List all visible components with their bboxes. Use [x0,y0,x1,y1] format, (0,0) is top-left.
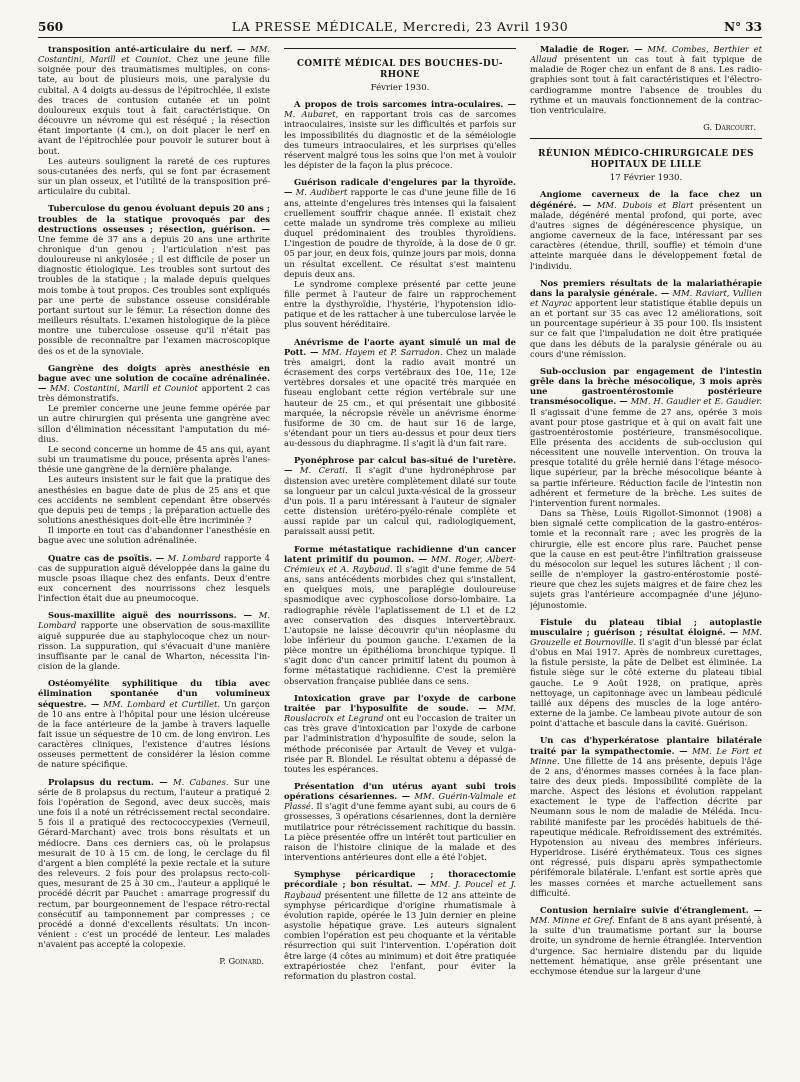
article [284,693,516,774]
article-paragraph: Les auteurs soulignent la rareté de ces ruptures sous-cutanées des nerfs, qui se font par écrasement sur un plan osseux, et l'utilité de la transposition pré-articulaire du cubital. [38,155,270,197]
article-heading: transposition anté-articulaire du nerf. — [48,44,246,54]
article-paragraph [530,189,762,270]
article-heading: Maladie de Roger. — [540,44,643,54]
article-heading: Guérison radicale d'engelures par la thyroïde. — [284,177,516,198]
article-heading: Ostéomyélite syphilitique du tibia avec élimination spontanée d'un volumineux séquestre. — [38,678,270,709]
article-authors: MM. Hayem et P. Sarradon. [321,346,443,357]
article-authors: MM. Combes, Berthier et Allaud [530,44,762,65]
article-heading: Sub-occlusion par engagement de l'intestin grêle dans la brèche mésocolique, 3 mois après une gastroentérostomie postérieure transmésocolique. — [530,365,762,407]
article-text: Il s'agit d'une hydronéphrose par distension avec uretère complètement dilaté sur toute sa longueur par un calcul juxta-vésical de la grosseur d'un pois. Il a paru intéressant à l'auteur de signaler cette distension urétéro-pyélo-rénale complète et aussi rapide par un calcul qui, radiologiquement, paraissait aussi petit. [284,465,516,537]
article [38,363,270,546]
article [284,455,516,536]
article-text: Chez un malade très amaigri, dont la radio avait montré un écrasement des corps vertébraux des 10e, 11e, 12e vertèbres dorsales et une opacité très marquée en fuseau englobant cette région vertébrale sur une hauteur de 25 cm., et qui présentait une gibbosité marquée, la nécropsie révèle un anévrisme énorme fusiforme de 30 cm. de haut sur 16 de large, s'étendant pour un tiers au-dessus et pour deux tiers au-dessous du diaphragme. Il s'agit là d'un fait rare. [284,346,516,449]
article-authors: MM. Costantini, Marill et Couniot [50,383,198,393]
article-authors: MM. Raviart, Vullien et Nayrac [530,287,762,308]
article-text: Chez une jeune fille soignée pour des traumatismes multiples, on constate, au bout de plusieurs mois, une paralysie du cubital. A 4 doigts au-dessus de l'épitrochlée, il existe des traces de contusion cutanée et un point douloureux exquis tout à fait caractéristique. On découvre un névrome qui est réséqué ; la résection étant importante (4 cm.), on doit placer le nerf en avant de l'épitrochlée pour pouvoir le suturer bout à bout. [38,54,270,156]
article-text: Une femme de 37 ans a depuis 20 ans une arthrite chronique d'un genou ; l'articulation n'est pas douloureuse ni ankylosée ; il est difficile de poser un diagnostic étiologique. Les troubles sont surtout des troubles de la statique ; la malade depuis quelques mois tombe à tout propos. Ces troubles sont expliqués par une perte de substance osseuse considérable portant surtout sur le fémur. La résection donne des meilleurs résultats. L'examen histologique de la pièce montre une tuberculose osseuse qu'il n'était pas possible de reconnaître par l'examen macroscopique des os et de la synoviale. [38,233,270,356]
article-text: Il s'agissait d'une femme de 27 ans, opérée 3 mois avant pour ptose gastrique et à qui on avait fait une gastroentérostomie postérieure, transmésocolique. Elle présenta des accidents de sub-occlusion qui nécessitent une nouvelle intervention. On trouva la presque totalité du grêle hernié dans l'étage mésocolique supérieur, par la brèche mésocolique béante à sa partie inférieure. Réduction facile de l'intestin non adhérent et fermeture de la brèche. Les suites de l'intervention furent normales. [530,406,762,508]
issue-number: N° 33 [724,20,762,34]
article-authors: MM. Grouzelle et Bournoville. [530,626,762,647]
article-heading: Nos premiers résultats de la malariathérapie dans la paralysie générale. — [530,277,762,298]
article-paragraph [38,203,270,355]
article-text: apportent 2 cas très démonstratifs. [38,383,270,404]
article-heading: Quatre cas de psoïtis. — [48,552,165,563]
article-paragraph: Dans sa Thèse, Louis Rigollot-Simonnot (1908) a bien signalé cette complication de la gastro-entérostomie et la reconnaît rare ; avec les progrès de la chirurgie, elle est encore plus rare. Pauchet pense que la cause en est peut-être l'infiltration graisseuse du mésocolon sur lequel les sutures lâchent ; il conseille de n'employer la gastro-entérostomie postérieure que chez les sujets maigres et de faire chez les sujets gras l'antérieure accompagnée d'une jéjuno-jéjunostomie. [530,508,762,610]
article-authors: MM. Roger, Albert-Crémieux et A. Raybaud. [284,553,516,574]
article [284,177,516,329]
section-title: RÉUNION MÉDICO-CHIRURGICALE DES HOPITAUX DE LILLE [538,149,754,171]
article-authors: MM. Rouslacroix et Legrand [284,702,516,724]
article-text: présentent une fillette de 12 ans atteinte de symphyse péricardique d'origine rhumatismale à évolution rapide, opérée le 13 Juin dernier en pleine asystolie hépatique grave. Les auteurs signalent combien l'opération est peu choquante et la véritable résurrection qui suit l'intervention. L'opération doit être large (4 côtes au minimum) et doit être pratiquée extrapériostée chez l'enfant, pour éviter la reformation du plastron costal. [284,889,516,981]
article-authors: M. Lombard [167,552,221,563]
article-paragraph [530,617,762,729]
article-authors: MM. H. Gaudier et E. Gaudier. [630,396,762,407]
article-heading: Un cas d'hyperkératose plantaire bilatérale traité par la sympathectomie. — [530,735,762,756]
article-paragraph [284,693,516,774]
article [38,44,270,196]
article-authors: MM. Guérin-Valmale et Plassé. [284,791,516,812]
page-columns [38,44,762,1076]
signature: P. Goinard. [219,956,264,967]
article-heading: Gangrène des doigts après anesthésie en bague avec une solution de cocaïne adrénalinée. — [38,362,270,393]
article-heading: Présentation d'un utérus ayant subi trois opérations césariennes. — [284,781,516,802]
article-paragraph [38,777,270,950]
article-heading: A propos de trois sarcomes intra-oculaires. — [294,99,516,110]
article-paragraph [284,781,516,862]
article-heading: Anévrisme de l'aorte ayant simulé un mal de Pott. — [284,336,516,357]
article [530,189,762,270]
section-title: COMITÉ MÉDICAL DES BOUCHES-DU-RHONE [297,59,503,80]
article [530,44,762,115]
article [284,781,516,862]
article [38,777,270,950]
article-heading: Angiome caverneux de la face chez un dégénéré. — [530,189,762,210]
article-paragraph: Le syndrome complexe présenté par cette jeune fille permet à l'auteur de faire un rapprochement entre la dysthyroïdie, l'hystérie, l'hypotension idiopatique et de les rattacher à une tuberculose larvée le plus souvent héréditaire. [284,278,516,330]
article-heading: Prolapsus du rectum. — [48,776,168,787]
article-authors: M. Cabanes. [173,776,229,787]
article-paragraph: Les auteurs insistent sur le fait que la pratique des anesthésies en bague date de plus de 25 ans et que ces accidents ne semblent cependant être observés que depuis peu de temps ; la préparation actuelle des solutions anesthésiques doit-elle être incriminée ? [38,474,270,526]
article-paragraph: Le premier concerne une jeune femme opérée par un autre chirurgien qui présenta une gangrène avec sillon d'élimination nécessitant l'amputation du médius. [38,403,270,444]
article-paragraph [38,553,270,604]
article-text: rapporte le cas d'une jeune fille de 16 ans, atteinte d'engelures très intenses qui la faisaient cruellement souffrir chaque année. Il existait chez cette malade un syndrome très complexe au milieu duquel prédominaient des troubles thyroïdiens. L'ingestion de poudre de thyroïde, à la dose de 0 gr. 05 par jour, en deux fois, quinze jours par mois, donna un résultat excellent. Ce résultat s'est maintenu depuis deux ans. [284,187,516,279]
article [284,544,516,686]
column-3 [530,44,762,1076]
signature: G. Darcourt. [703,122,756,133]
article-paragraph [38,610,270,671]
article [530,617,762,729]
article-authors: M. Lombard [38,610,270,631]
article-text: ont eu l'occasion de traiter un cas très grave d'intoxication par l'oxyde de carbone par l'administration d'hyposulfite de soude, selon la méthode préconisée par Artault de Vevey et vulgarisée par R. Blondel. Le résultat obtenu a dépassé de toutes les espérances. [284,713,516,774]
article-text: présentent un malade, dégénéré mental profond, qui porte, avec d'autres signes de dégénérescence physique, un angiome caverneux de la face, intéressant par ses caractères (étendue, thrill, souffle) et témoin d'une atteinte marquée dans le développement fœtal de l'individu. [530,199,762,271]
article [38,678,270,769]
article-authors: MM. Lombard et Curtillet. [103,698,220,709]
article-text: Un garçon de 10 ans entre à l'hôpital pour une lésion ulcéreuse de la face antérieure de la jambe à travers laquelle fait issue un séquestre de 10 cm. de long environ. Les caractères cliniques, l'existence d'autres lésions osseuses permettent de considérer la lésion comme de nature spécifique. [38,698,270,770]
article [284,869,516,981]
column-2 [284,44,516,1076]
article-heading: Forme métastatique rachidienne d'un cancer latent primitif du poumon. — [284,543,516,564]
article-authors: M. Aubaret, [284,109,339,120]
article-text: rapporte 4 cas de suppuration aiguë développée dans la gaine du muscle psoas iliaque chez des enfants. Deux d'entre eux concernent des nourrissons chez lesquels l'infection était due au pneumocoque. [38,552,270,604]
article [530,905,762,976]
article-paragraph [38,363,270,404]
article-text: rapporte une observation de sous-maxillite aiguë suppurée due au staphylocoque chez un nourrisson. La suppuration, qui s'évacuait d'une manière insuffisante par le canal de Wharton, nécessita l'incision de la glande. [38,620,270,672]
article-authors: M. Audibert [295,187,348,198]
section-date: 17 Février 1930. [609,173,683,184]
article [284,99,516,170]
article-authors: MM. Costantini, Marill et Couniot. [38,44,270,65]
article-heading: Intoxication grave par l'oxyde de carbone traitée par l'hyposulfite de soude. — [284,692,516,713]
journal-title: LA PRESSE MÉDICALE, Mercredi, 23 Avril 1930 [231,19,569,34]
section-date: Février 1930. [370,83,430,93]
article-authors: MM. Dubois et Blart [596,199,694,210]
article-paragraph [284,455,516,536]
page-number: 560 [38,20,64,34]
article-text: Il s'agit d'une femme de 54 ans, sans antécédents morbides chez qui s'installent, en quelques mois, une paraplégie douloureuse spasmodique avec cyphoscoliose dorso-lombaire. La radiographie révèle l'aplatissement de L1 et de L2 avec conservation des disques intervertèbraux. L'autopsie ne laisse découvrir qu'un néoplasme du lobe inférieur du poumon gauche. L'examen de la pièce montre un épithélioma bronchique typique. Il s'agit donc d'un cancer primitif latent du poumon à forme métastatique rachidienne. C'est la première observation française publiée dans ce sens. [284,563,516,686]
article-paragraph [530,735,762,898]
article-text: apportent leur statistique établie depuis un an et portant sur 35 cas avec 12 améliorations, soit un pourcentage supérieur à 35 pour 100. Ils insistent sur ce fait que l'impaludation ne doit être pratiquée que dans les débuts de la paralysie générale ou au cours d'une rémission. [530,297,762,359]
article-authors: M. Cerati. [299,465,348,476]
article-paragraph: Le second concerne un homme de 45 ans qui, ayant subi un traumatisme du pouce, présenta après l'anesthésie une gangrène de la dernière phalange. [38,443,270,475]
article-heading: Sous-maxillite aiguë des nourrissons. — [48,610,252,621]
article [284,337,516,449]
article-heading: Symphyse péricardique ; thoracectomie précordiale ; bon résultat. — [284,869,516,890]
article [530,278,762,359]
article-paragraph: Il importe en tout cas d'abandonner l'anesthésie en bague avec une solution adrénalinée. [38,525,270,546]
article-paragraph [530,278,762,359]
article-paragraph [530,905,762,976]
article-paragraph [284,177,516,279]
article [38,610,270,671]
article-paragraph [284,544,516,686]
article-paragraph [284,869,516,981]
article [530,366,762,610]
page-header [38,12,762,38]
article-authors: MM. J. Poucel et J. Raybaud [284,879,516,900]
article-text: Enfant de 8 ans ayant présenté, à la suite d'un traumatisme portant sur la bourse droite, un syndrome de hernie étranglée. Intervention d'urgence. Sac herniaire distendu par du liquide nettement hématique, anse grêle présentant une ecchymose étendue sur la largeur d'une [530,915,762,976]
article-paragraph [38,44,270,156]
article [530,735,762,898]
article-paragraph [284,337,516,449]
article-heading: Pyonéphrose par calcul bas-situé de l'uretère. — [284,455,516,476]
article-text: Il s'agit d'une femme ayant subi, au cours de 6 grossesses, 3 opérations césariennes, dont la dernière mutilatrice pour rétrécissement rachitique du bassin. La pièce présentée offre un intérêt tout particulier en raison de l'histoire clinique de la malade et des interventions antérieures dont elle a été l'objet. [284,801,516,863]
article-heading: Contusion herniaire suivie d'étranglement. — [540,904,762,915]
article-paragraph [38,678,270,769]
article-heading: Fistule du plateau tibial ; autoplastie musculaire ; guérison ; résultat éloigné. — [530,616,762,637]
article-authors: MM. Minne et Gref. [530,915,615,926]
article-paragraph [284,99,516,170]
article-text: en rapportant trois cas de sarcomes intraoculaires, insiste sur les difficultés et parfois sur les impossibilités du diagnostic et de la séméiologie des tumeurs intraoculaires, et les surprises qu'elles réservent malgré tous les soins que l'on met à vouloir les dépister de la façon la plus précoce. [284,109,516,171]
article-paragraph [530,366,762,508]
article-text: Une fillette de 14 ans présente, depuis l'âge de 2 ans, d'énormes masses cornées à la face plantaire des deux pieds. Impossibilité complète de la marche. Aspect des lésions et évolution rappelant exactement le type de l'affection décrite par Neumann sous le nom de maladie de Méléda. Incurabilité manifeste par les procédés habituels de thérapeutique médicale. Refroidissement des extrémités. Hypotension au niveau des membres inférieurs. Hyperidrose. Liséré érythémateux. Tous ces signes ont régressé, puis disparu après sympathectomie périfémorale bilatérale. L'enfant est sortie après que les masses cornées et marche actuellement sans difficulté. [530,755,762,898]
article-heading: Tuberculose du genou évoluant depuis 20 ans ; troubles de la statique provoqués par des destructions osseuses ; résection, guérison. — [38,203,270,234]
article-text: présentent un cas tout à fait typique de maladie de Roger chez un enfant de 8 ans. Les radiographies sont tout à fait caractéristiques et l'électrocardiogramme montre l'absence de troubles du rythme et un mauvais fonctionnement de la contraction ventriculaire. [530,54,762,115]
article [38,553,270,604]
article [38,203,270,355]
article-authors: MM. Le Fort et Minne. [530,745,762,766]
column-1 [38,44,270,1076]
article-paragraph [530,44,762,115]
article-text: Il s'agit d'un blessé par éclat d'obus en Mai 1917. Après de nombreux curettages, la fistule persiste, la pâte de Delbet est éliminée. La fistule siège sur le côté externe du plateau tibial gauche. Le 9 Août 1928, on pratique, après nettoyage, un capitonnage avec un lambeau pédiculé taillé aux dépens des muscles de la loge antéro-externe de la jambe. Ce lambeau pivote autour de son point d'attache et bascule dans la cavité. Guérison. [530,636,762,729]
article-text: Sur une série de 8 prolapsus du rectum, l'auteur a pratiqué 2 fois l'opération de Segond, avec deux succès, mais une fois il a noté un rétrécissement rectal secondaire. 5 fois il a pratiqué des rectococcypexies (Verneuil, Gérard-Marchant) avec trois bons résultats et un médiocre. Dans ces derniers cas, où le prolapsus mesurait de 10 à 15 cm. de long, le cerclage du fil d'argent a bien complété la pexie rectale et la suture des releveurs. 2 fois pour des prolapsus recto-coliques, mesurant de 25 à 30 cm., l'auteur a appliqué le procédé décrit par Pauchet : amarrage progressif du rectum, par bourgeonnement de l'espace rétro-rectal consécutif au tamponnement par compresses ; ce procédé a donné d'excellents résultats. Un inconvénient : c'est un procédé de lenteur. Les malades n'avaient pas accepté la colopexie. [38,776,270,950]
